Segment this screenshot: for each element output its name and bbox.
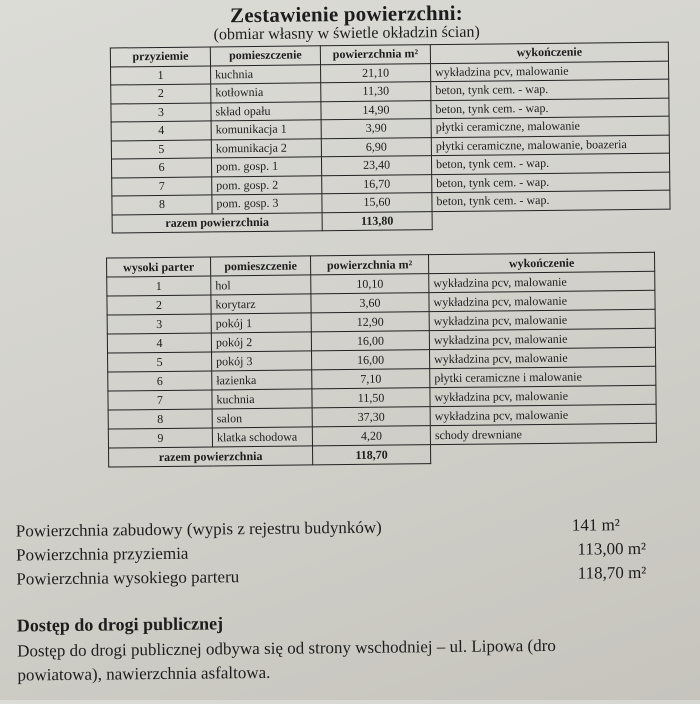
room-area: 11,50 — [312, 388, 430, 408]
room-name: kotłownia — [211, 83, 321, 103]
row-number: 5 — [108, 352, 212, 372]
room-area: 4,20 — [312, 426, 430, 446]
page-title: Zestawienie powierzchni: — [229, 0, 464, 28]
section-paragraph — [17, 632, 700, 687]
row-number: 8 — [112, 195, 212, 215]
high-ground-floor-table — [106, 252, 657, 468]
room-finish: wykładzina pcv, malowanie — [429, 309, 655, 330]
row-number: 7 — [108, 390, 212, 410]
row-number: 6 — [108, 371, 212, 391]
room-area: 14,90 — [321, 100, 431, 120]
room-finish: schody drewniane — [430, 423, 656, 444]
total-label: razem powierzchnia — [109, 446, 313, 467]
room-finish: wykładzina pcv, malowanie — [431, 61, 669, 82]
row-number: 8 — [108, 409, 212, 429]
room-name: komunikacja 2 — [211, 138, 321, 158]
header-cell: wykończenie — [429, 252, 655, 273]
room-finish: beton, tynk cem. - wap. — [432, 190, 670, 211]
empty-cell — [432, 209, 670, 230]
room-area: 23,40 — [321, 156, 431, 176]
row-number: 2 — [111, 84, 211, 104]
room-name: skład opału — [211, 101, 321, 121]
summary-label: Powierzchnia wysokiego parteru — [16, 567, 240, 589]
page-subtitle: (obmiar własny w świetle okładzin ścian) — [213, 23, 480, 44]
row-number: 5 — [111, 139, 211, 159]
room-area: 7,10 — [312, 369, 430, 389]
header-cell: powierzchnia m² — [311, 255, 429, 275]
room-area: 37,30 — [312, 407, 430, 427]
room-area: 16,00 — [312, 350, 430, 370]
row-number: 9 — [108, 428, 212, 448]
room-area: 11,30 — [321, 82, 431, 102]
room-name: pom. gosp. 3 — [212, 194, 322, 214]
room-name: pokój 3 — [212, 351, 312, 371]
header-cell: wysoki parter — [107, 257, 211, 277]
room-finish: beton, tynk cem. - wap. — [431, 79, 669, 100]
room-area: 21,10 — [321, 63, 431, 83]
area-summary — [16, 512, 700, 591]
header-cell: przyziemie — [110, 47, 210, 67]
row-number: 7 — [112, 176, 212, 196]
room-name: łazienka — [212, 370, 312, 390]
room-finish: wykładzina pcv, malowanie — [429, 290, 655, 311]
row-number: 2 — [107, 295, 211, 315]
room-area: 6,90 — [321, 137, 431, 157]
header-cell: pomieszczenie — [211, 256, 311, 276]
row-number: 1 — [111, 65, 211, 85]
room-name: hol — [211, 275, 311, 295]
summary-value: 141 m² — [571, 515, 620, 535]
room-name: kuchnia — [211, 64, 321, 84]
row-number: 4 — [111, 121, 211, 141]
room-area: 16,00 — [311, 331, 429, 351]
room-name: salon — [212, 408, 312, 428]
row-number: 6 — [111, 158, 211, 178]
room-name: pokój 1 — [211, 313, 311, 333]
room-name: klatka schodowa — [212, 427, 312, 447]
room-finish: wykładzina pcv, malowanie — [430, 385, 656, 406]
room-name: korytarz — [211, 294, 311, 314]
room-area: 3,90 — [321, 119, 431, 139]
room-name: kuchnia — [212, 389, 312, 409]
total-value: 118,70 — [313, 445, 431, 465]
room-name: pom. gosp. 2 — [212, 175, 322, 195]
room-finish: płytki ceramiczne, malowanie — [431, 116, 669, 137]
row-number: 4 — [107, 333, 211, 353]
row-number: 1 — [107, 276, 211, 296]
room-name: pom. gosp. 1 — [211, 157, 321, 177]
room-name: pokój 2 — [211, 332, 311, 352]
room-finish: wykładzina pcv, malowanie — [429, 328, 655, 349]
room-finish: beton, tynk cem. - wap. — [431, 153, 669, 174]
total-label: razem powierzchnia — [112, 212, 322, 233]
room-finish: wykładzina pcv, malowanie — [430, 347, 656, 368]
room-finish: wykładzina pcv, malowanie — [430, 404, 656, 425]
room-area: 10,10 — [311, 274, 429, 294]
header-cell: wykończenie — [430, 42, 668, 63]
ground-floor-table — [110, 42, 671, 234]
room-name: komunikacja 1 — [211, 120, 321, 140]
room-finish: płytki ceramiczne, malowanie, boazeria — [431, 135, 669, 156]
paragraph-line: powiatowa), nawierzchnia asfaltowa. — [17, 662, 271, 685]
summary-value: 118,70 m² — [577, 562, 647, 583]
room-area: 15,60 — [322, 193, 432, 213]
room-finish: wykładzina pcv, malowanie — [429, 271, 655, 292]
room-area: 3,60 — [311, 293, 429, 313]
room-finish: beton, tynk cem. - wap. — [431, 98, 669, 119]
total-value: 113,80 — [322, 211, 432, 231]
room-area: 16,70 — [322, 174, 432, 194]
summary-value: 113,00 m² — [577, 538, 647, 559]
room-finish: płytki ceramiczne i malowanie — [430, 366, 656, 387]
summary-label: Powierzchnia przyziemia — [16, 543, 189, 565]
section-heading: Dostęp do drogi publicznej — [16, 613, 224, 636]
header-cell: powierzchnia m² — [320, 45, 430, 65]
row-number: 3 — [107, 314, 211, 334]
empty-cell — [430, 442, 656, 463]
room-area: 12,90 — [311, 312, 429, 332]
room-finish: beton, tynk cem. - wap. — [432, 172, 670, 193]
row-number: 3 — [111, 102, 211, 122]
paragraph-line: Dostęp do drogi publicznej odbywa się od strony wschodniej – ul. Lipowa (dro — [17, 635, 556, 661]
summary-label: Powierzchnia zabudowy (wypis z rejestru budynków) — [15, 517, 382, 541]
header-cell: pomieszczenie — [210, 46, 320, 66]
